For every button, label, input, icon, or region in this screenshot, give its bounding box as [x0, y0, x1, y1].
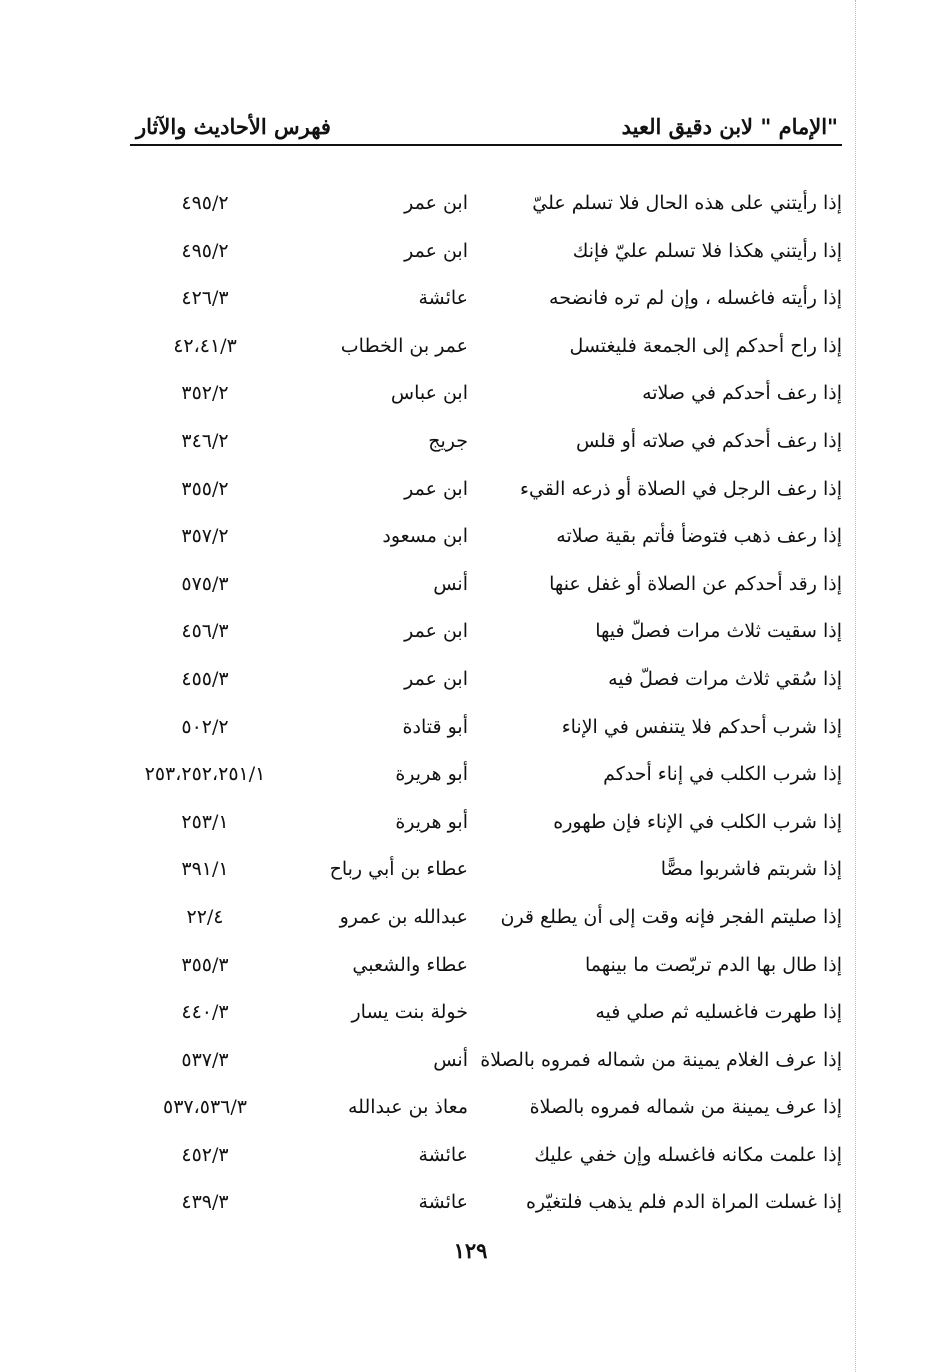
volume-page-reference: ٤٣٩/٣ [181, 1191, 229, 1214]
narrator-name: ابن عمر [404, 192, 468, 214]
volume-page-reference: ٢٥٣/١ [181, 810, 229, 833]
index-entry [120, 323, 842, 371]
volume-page-reference: ٥٧٥/٣ [181, 572, 229, 595]
volume-page-reference: ٣٥٥/٣ [181, 953, 229, 976]
hadith-text: إذا طال بها الدم تربّصت ما بينهما [584, 953, 842, 976]
hadith-index-list [120, 180, 842, 1227]
volume-page-reference: ٢٥٣،٢٥٢،٢٥١/١ [144, 763, 266, 786]
volume-page-reference: ٤٢٦/٣ [181, 287, 229, 310]
narrator-name: عائشة [418, 1143, 468, 1166]
volume-page-reference: ٤٢،٤١/٣ [173, 334, 237, 357]
index-entry [120, 275, 842, 323]
narrator-name: خولة بنت يسار [351, 1001, 468, 1024]
index-entry [120, 466, 842, 514]
hadith-text: إذا طهرت فاغسليه ثم صلي فيه [595, 1001, 842, 1024]
hadith-text: إذا عرف يمينة من شماله فمروه بالصلاة [529, 1096, 842, 1119]
volume-page-reference: ٣٩١/١ [181, 858, 229, 881]
hadith-text: إذا شرب أحدكم فلا يتنفس في الإناء [561, 715, 842, 738]
index-entry [120, 228, 842, 276]
volume-page-reference: ٤٥٥/٣ [181, 667, 229, 690]
hadith-text: إذا علمت مكانه فاغسله وإن خفي عليك [534, 1143, 842, 1166]
narrator-name: عائشة [418, 287, 468, 310]
hadith-text: إذا رقد أحدكم عن الصلاة أو غفل عنها [549, 572, 842, 595]
hadith-text: إذا صليتم الفجر فإنه وقت إلى أن يطلع قرن [500, 905, 842, 928]
hadith-text: إذا سقيت ثلاث مرات فصلّ فيها [595, 620, 842, 643]
hadith-text: إذا رعف الرجل في الصلاة أو ذرعه القيء [520, 477, 842, 500]
hadith-text: إذا عرف الغلام يمينة من شماله فمروه بالصلاة [480, 1048, 842, 1071]
narrator-name: ابن عباس [390, 382, 468, 405]
volume-page-reference: ٤٩٥/٢ [181, 239, 229, 262]
volume-page-reference: ٥٣٧/٣ [181, 1048, 229, 1071]
index-entry [120, 1084, 842, 1132]
index-entry [120, 799, 842, 847]
volume-page-reference: ٣٤٦/٢ [181, 429, 229, 452]
volume-page-reference: ٤٥٢/٣ [181, 1143, 229, 1166]
narrator-name: أبو هريرة [395, 763, 468, 786]
page-number: ١٢٩ [453, 1238, 488, 1263]
volume-page-reference: ٥٣٧،٥٣٦/٣ [163, 1096, 247, 1119]
page-edge-dotted-line [855, 0, 856, 1372]
narrator-name: ابن عمر [404, 477, 468, 500]
volume-page-reference: ٢٢/٤ [186, 905, 224, 928]
hadith-text: إذا رعف أحدكم في صلاته [642, 382, 842, 405]
hadith-text: إذا سُقي ثلاث مرات فصلّ فيه [608, 667, 842, 690]
hadith-text: إذا راح أحدكم إلى الجمعة فليغتسل [569, 334, 842, 357]
book-title: "الإمام " لابن دقيق العيد [621, 114, 838, 139]
narrator-name: جريج [428, 429, 468, 452]
index-entry [120, 942, 842, 990]
index-entry [120, 370, 842, 418]
index-entry [120, 513, 842, 561]
narrator-name: عبدالله بن عمرو [339, 905, 468, 928]
index-entry [120, 751, 842, 799]
hadith-text: إذا شرب الكلب في إناء أحدكم [603, 763, 842, 786]
volume-page-reference: ٣٥٧/٢ [181, 525, 229, 548]
index-entry [120, 1132, 842, 1180]
narrator-name: عطاء بن أبي رباح [329, 858, 468, 881]
hadith-text: إذا غسلت المراة الدم فلم يذهب فلتغيّره [525, 1191, 842, 1214]
index-entry [120, 180, 842, 228]
narrator-name: ابن عمر [404, 620, 468, 643]
index-entry [120, 1037, 842, 1085]
hadith-text: إذا رعف أحدكم في صلاته أو قلس [575, 429, 842, 452]
volume-page-reference: ٤٤٠/٣ [181, 1001, 229, 1024]
index-entry [120, 894, 842, 942]
index-entry [120, 1179, 842, 1227]
narrator-name: عطاء والشعبي [352, 953, 468, 976]
index-entry [120, 846, 842, 894]
narrator-name: ابن مسعود [382, 525, 468, 548]
hadith-text: إذا رأيتني على هذه الحال فلا تسلم عليّ [532, 192, 842, 214]
index-entry [120, 561, 842, 609]
narrator-name: أبو هريرة [395, 810, 468, 833]
index-entry [120, 989, 842, 1037]
narrator-name: أبو قتادة [402, 715, 468, 738]
section-title: فهرس الأحاديث والآثار [136, 114, 331, 139]
hadith-text: إذا رعف ذهب فتوضأ فأتم بقية صلاته [556, 525, 842, 548]
narrator-name: أنس [433, 572, 468, 595]
index-entry [120, 704, 842, 752]
volume-page-reference: ٥٠٢/٢ [181, 715, 229, 738]
page-header [130, 104, 842, 146]
volume-page-reference: ٤٩٥/٢ [181, 192, 229, 214]
narrator-name: ابن عمر [404, 239, 468, 262]
narrator-name: عائشة [418, 1191, 468, 1214]
index-entry [120, 418, 842, 466]
narrator-name: معاذ بن عبدالله [347, 1096, 468, 1119]
index-entry [120, 656, 842, 704]
narrator-name: أنس [433, 1048, 468, 1071]
narrator-name: عمر بن الخطاب [340, 334, 468, 357]
volume-page-reference: ٣٥٥/٢ [181, 477, 229, 500]
hadith-text: إذا رأيتني هكذا فلا تسلم عليّ فإنك [572, 239, 842, 262]
index-entry [120, 608, 842, 656]
volume-page-reference: ٣٥٢/٢ [181, 382, 229, 405]
volume-page-reference: ٤٥٦/٣ [181, 620, 229, 643]
hadith-text: إذا شرب الكلب في الإناء فإن طهوره [553, 810, 842, 833]
narrator-name: ابن عمر [404, 667, 468, 690]
hadith-text: إذا شربتم فاشربوا مصًّا [660, 858, 842, 881]
hadith-text: إذا رأيته فاغسله ، وإن لم تره فانضحه [549, 287, 842, 310]
